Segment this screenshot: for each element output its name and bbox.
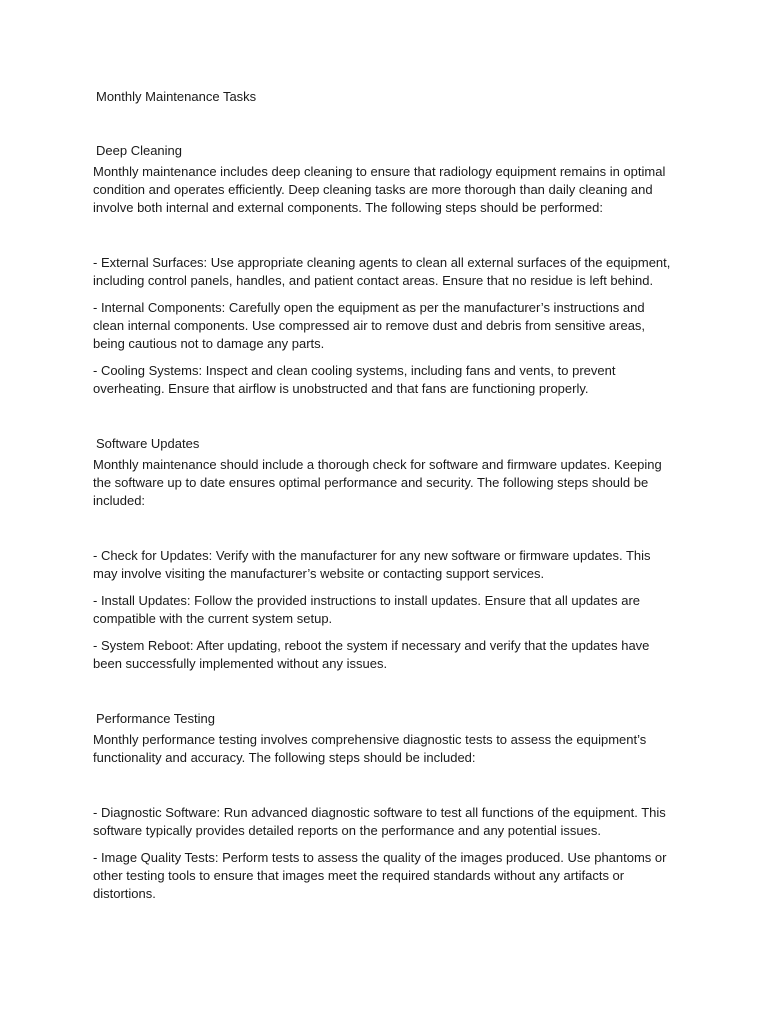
list-item: - Cooling Systems: Inspect and clean cooling systems, including fans and vents, to prevent overheating. Ensure that airflow is unobstructed and that fans are functioning properly. — [93, 363, 616, 396]
section-intro: Monthly performance testing involves comprehensive diagnostic tests to assess the equipment’s functionality and accuracy. The following steps should be included: — [93, 732, 647, 765]
list-item: - System Reboot: After updating, reboot the system if necessary and verify that the updates have been successfully implemented without any issues. — [93, 638, 650, 671]
section-software-updates — [93, 435, 678, 673]
document-title: Monthly Maintenance Tasks — [96, 89, 257, 104]
list-item: - External Surfaces: Use appropriate cleaning agents to clean all external surfaces of the equipment, including control panels, handles, and patient contact areas. Ensure that no residue is left behind. — [93, 255, 671, 288]
section-heading: Software Updates — [96, 436, 200, 451]
list-item: - Diagnostic Software: Run advanced diagnostic software to test all functions of the equipment. This software typically provides detailed reports on the performance and any potential issues. — [93, 805, 666, 838]
list-item: - Image Quality Tests: Perform tests to assess the quality of the images produced. Use phantoms or other testing tools to ensure that images meet the required standards without any artifacts or distortions. — [93, 850, 667, 901]
section-heading: Deep Cleaning — [96, 143, 183, 158]
list-item: - Install Updates: Follow the provided instructions to install updates. Ensure that all updates are compatible with the current system setup. — [93, 593, 641, 626]
section-deep-cleaning — [93, 142, 678, 398]
list-item: - Check for Updates: Verify with the manufacturer for any new software or firmware updates. This may involve visiting the manufacturer’s website or contacting support services. — [93, 548, 651, 581]
section-heading: Performance Testing — [96, 711, 215, 726]
bullet-list — [93, 804, 678, 903]
section-intro: Monthly maintenance includes deep cleaning to ensure that radiology equipment remains in optimal condition and operates efficiently. Deep cleaning tasks are more thorough than daily cleaning and involve both internal and external components. The following steps should be performed: — [93, 164, 666, 215]
bullet-list — [93, 547, 678, 673]
section-intro: Monthly maintenance should include a thorough check for software and firmware updates. Keeping the software up to date ensures optimal performance and security. The following steps should be included: — [93, 457, 662, 508]
bullet-list — [93, 254, 678, 398]
section-performance-testing — [93, 710, 678, 903]
list-item: - Internal Components: Carefully open the equipment as per the manufacturer’s instructions and clean internal components. Use compressed air to remove dust and debris from sensitive areas, being cautious not to damage any parts. — [93, 300, 646, 351]
